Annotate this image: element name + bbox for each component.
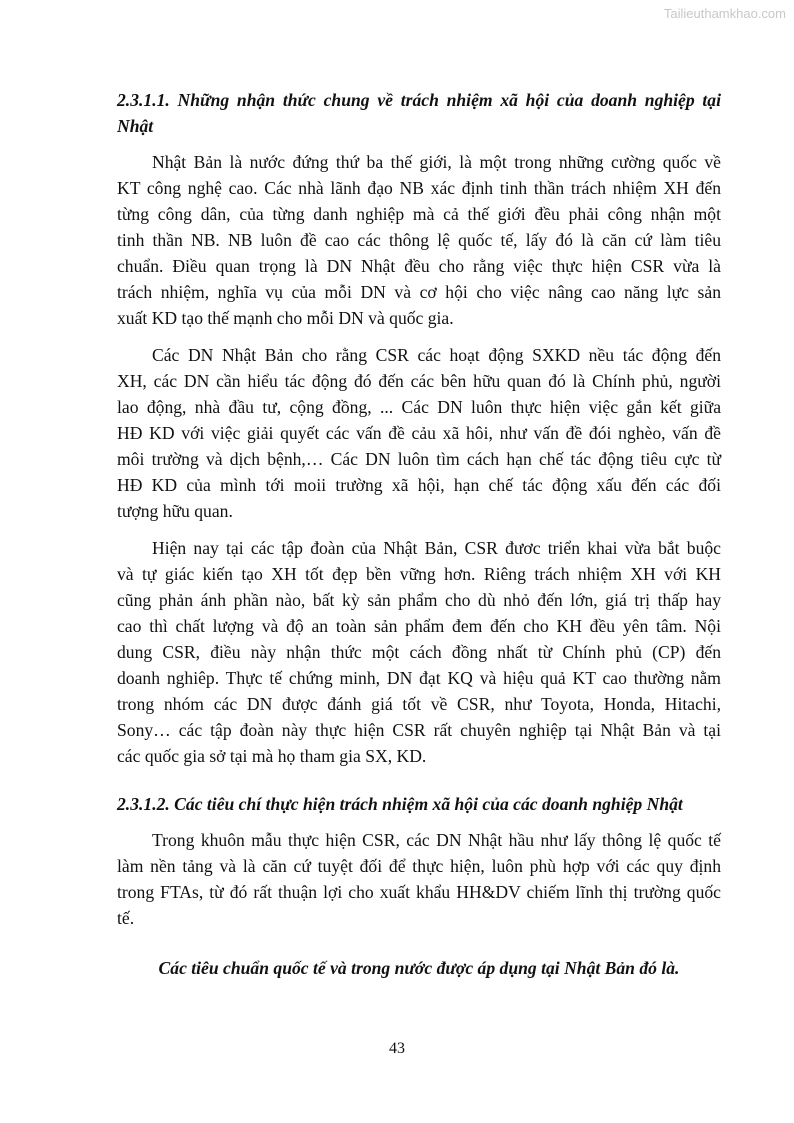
watermark: Tailieuthamkhao.com xyxy=(663,6,786,21)
paragraph xyxy=(117,535,721,769)
text-line: tinh thần NB. NB luôn đề cao các thông lệ quốc tế, lấy đó là căn cứ làm tiêu xyxy=(117,230,721,250)
text-line: xuất KD tạo thế mạnh cho mỗi DN và quốc gia. xyxy=(117,308,454,328)
text-line: Trong khuôn mẫu thực hiện CSR, các DN Nhật hầu như lấy thông lệ quốc tế xyxy=(152,830,721,850)
section-heading xyxy=(117,791,721,817)
text-line: HĐ KD với việc giải quyết các vấn đề cảu xã hôi, như vấn đề đói nghèo, vấn đề xyxy=(117,423,721,443)
text-line: từng công dân, của từng danh nghiệp mà cả thế giới đều phải công nhận một xyxy=(117,204,721,224)
text-line: Các tiêu chuẩn quốc tế và trong nước được áp dụng tại Nhật Bản đó là. xyxy=(158,958,680,978)
text-line: các quốc gia sở tại mà họ tham gia SX, KD. xyxy=(117,746,427,766)
text-line: và tự giác kiến tạo XH tốt đẹp bền vững hơn. Riêng trách nhiệm XH với KH xyxy=(117,564,721,584)
text-line: chuẩn. Điều quan trọng là DN Nhật đều cho rằng việc thực hiện CSR vừa là xyxy=(117,256,721,276)
text-line: làm nền tảng và là căn cứ tuyệt đối để thực hiện, luôn phù hợp với các quy định xyxy=(117,856,721,876)
text-line: doanh nghiêp. Thực tế chứng minh, DN đạt KQ và hiệu quả KT cao thường nằm xyxy=(117,668,721,688)
text-line: trong nhóm các DN được đánh giá tốt về CSR, như Toyota, Honda, Hitachi, xyxy=(117,694,721,714)
paragraph xyxy=(117,827,721,931)
text-line: Nhật xyxy=(117,116,154,136)
text-line: cũng phản ánh phần nào, bất kỳ sản phẩm cho dù nhỏ đến lớn, giá trị thấp hay xyxy=(117,590,721,610)
text-line: 2.3.1.1. Những nhận thức chung về trách nhiệm xã hội của doanh nghiệp tại xyxy=(117,90,721,110)
text-line: cao thì chất lượng và độ an toàn sản phẩm đem đến cho KH đều yên tâm. Nội xyxy=(117,616,721,636)
paragraph xyxy=(117,342,721,524)
text-line: XH, các DN cần hiểu tác động đó đến các bên hữu quan đó là Chính phủ, người xyxy=(117,371,721,391)
text-line: 2.3.1.2. Các tiêu chí thực hiện trách nhiệm xã hội của các doanh nghiệp Nhật xyxy=(117,794,683,814)
text-line: tế. xyxy=(117,908,135,928)
text-line: dung CSR, điều này nhận thức một cách đồng nhất từ Chính phủ (CP) đến xyxy=(117,642,721,662)
page-number: 43 xyxy=(389,1040,405,1057)
text-line: HĐ KD của mình tới moii trường xã hội, hạn chế tác động xấu đến các đối xyxy=(117,475,721,495)
text-line: môi trường và dịch bệnh,… Các DN luôn tìm cách hạn chế tác động tiêu cực từ xyxy=(117,449,721,469)
text-line: KT công nghệ cao. Các nhà lãnh đạo NB xác định tinh thần trách nhiệm XH đến xyxy=(117,178,721,198)
text-line: Các DN Nhật Bản cho rằng CSR các hoạt động SXKD nều tác động đến xyxy=(152,345,721,365)
text-line: Nhật Bản là nước đứng thứ ba thế giới, là một trong những cường quốc về xyxy=(152,152,721,172)
text-line: tượng hữu quan. xyxy=(117,501,233,521)
text-line: trách nhiệm, nghĩa vụ của mỗi DN và cơ hội cho việc nâng cao năng lực sản xyxy=(117,282,721,302)
text-line: Sony… các tập đoàn này thực hiện CSR rất chuyên nghiệp tại Nhật Bản và tại xyxy=(117,720,721,740)
text-line: lao động, nhà đầu tư, cộng đồng, ... Các DN luôn thực hiện việc gắn kết giữa xyxy=(117,397,721,417)
text-line: Hiện nay tại các tập đoàn của Nhật Bản, CSR đươc triển khai vừa bắt buộc xyxy=(152,538,721,558)
text-line: trong FTAs, từ đó rất thuận lợi cho xuất khẩu HH&DV chiếm lĩnh thị trường quốc xyxy=(117,882,721,902)
section-heading xyxy=(117,87,721,139)
paragraph xyxy=(117,149,721,331)
subheading xyxy=(117,955,721,981)
